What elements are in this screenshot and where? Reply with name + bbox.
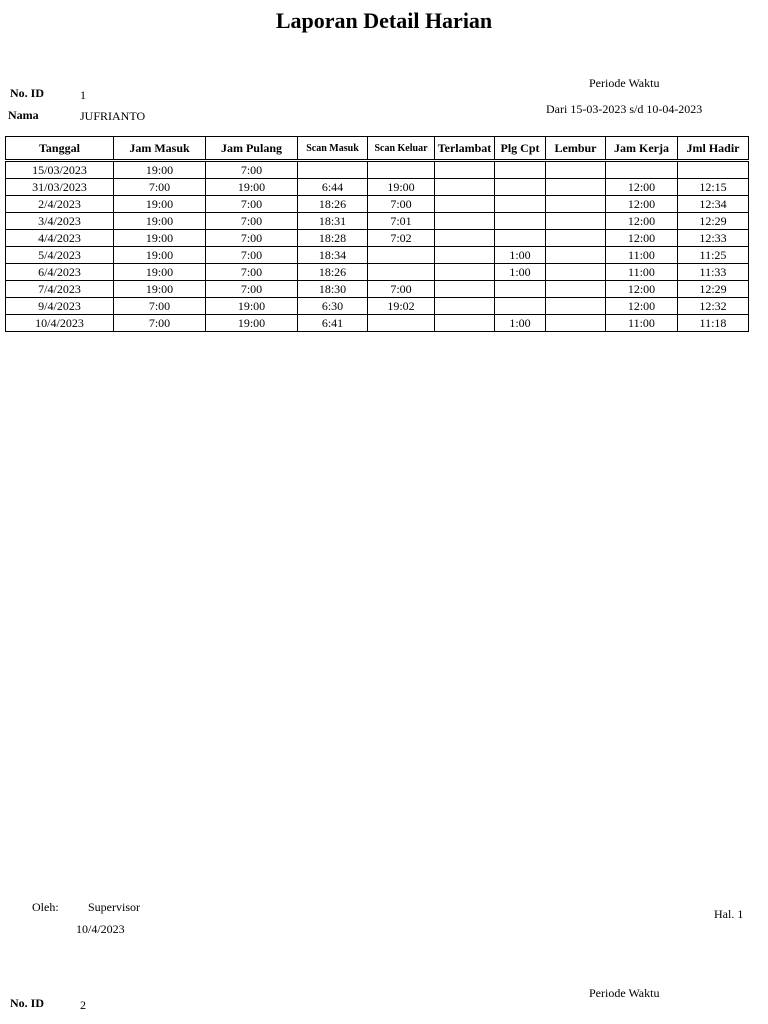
attendance-table <box>5 136 749 332</box>
col-jml-hadir: Jml Hadir <box>678 137 749 160</box>
table-cell: 19:00 <box>206 315 298 332</box>
table-cell: 12:00 <box>606 213 678 230</box>
table-cell: 11:00 <box>606 315 678 332</box>
col-jam-pulang: Jam Pulang <box>206 137 298 160</box>
table-cell: 1:00 <box>495 264 546 281</box>
table-cell: 12:32 <box>678 298 749 315</box>
table-cell <box>435 213 495 230</box>
table-cell: 7:00 <box>114 298 206 315</box>
table-cell: 7:01 <box>368 213 435 230</box>
table-cell <box>546 162 606 179</box>
table-cell: 1:00 <box>495 247 546 264</box>
table-cell <box>368 162 435 179</box>
col-jam-kerja: Jam Kerja <box>606 137 678 160</box>
name-label: Nama <box>8 108 39 122</box>
table-cell: 19:00 <box>114 247 206 264</box>
table-cell: 19:00 <box>114 213 206 230</box>
table-cell: 12:29 <box>678 281 749 298</box>
table-cell <box>546 315 606 332</box>
table-cell: 12:34 <box>678 196 749 213</box>
table-cell: 7:00 <box>114 315 206 332</box>
period-label: Periode Waktu <box>589 76 660 90</box>
col-terlambat: Terlambat <box>435 137 495 160</box>
table-cell <box>495 162 546 179</box>
next-id-value: 2 <box>80 998 86 1012</box>
col-jam-masuk: Jam Masuk <box>114 137 206 160</box>
table-cell: 6:41 <box>298 315 368 332</box>
table-cell <box>495 196 546 213</box>
table-cell: 12:00 <box>606 196 678 213</box>
table-cell <box>546 196 606 213</box>
table-cell <box>495 230 546 247</box>
table-row <box>6 162 749 179</box>
table-row <box>6 179 749 196</box>
table-cell <box>435 247 495 264</box>
table-cell: 18:34 <box>298 247 368 264</box>
table-cell <box>495 213 546 230</box>
table-cell: 12:00 <box>606 298 678 315</box>
table-cell: 19:00 <box>114 230 206 247</box>
table-cell: 6/4/2023 <box>6 264 114 281</box>
table-cell: 7:02 <box>368 230 435 247</box>
table-cell: 19:00 <box>206 298 298 315</box>
table-cell: 15/03/2023 <box>6 162 114 179</box>
col-plg-cpt: Plg Cpt <box>495 137 546 160</box>
table-cell: 18:26 <box>298 196 368 213</box>
table-cell: 7:00 <box>206 213 298 230</box>
table-cell: 19:02 <box>368 298 435 315</box>
table-cell: 2/4/2023 <box>6 196 114 213</box>
table-cell: 7:00 <box>206 247 298 264</box>
table-cell: 11:00 <box>606 247 678 264</box>
id-value: 1 <box>80 88 86 102</box>
table-cell: 7:00 <box>206 162 298 179</box>
report-date: 10/4/2023 <box>76 922 125 936</box>
table-row <box>6 230 749 247</box>
table-cell <box>435 281 495 298</box>
table-cell: 6:30 <box>298 298 368 315</box>
table-cell: 12:00 <box>606 179 678 196</box>
table-cell: 6:44 <box>298 179 368 196</box>
table-cell <box>435 298 495 315</box>
table-cell: 11:18 <box>678 315 749 332</box>
table-cell: 12:00 <box>606 281 678 298</box>
table-cell <box>435 264 495 281</box>
id-label: No. ID <box>10 86 45 100</box>
name-value: JUFRIANTO <box>80 109 146 123</box>
table-cell: 1:00 <box>495 315 546 332</box>
table-cell <box>435 179 495 196</box>
table-cell: 7:00 <box>206 230 298 247</box>
table-cell: 19:00 <box>114 281 206 298</box>
table-cell: 7:00 <box>368 196 435 213</box>
table-cell: 18:26 <box>298 264 368 281</box>
table-header-row <box>6 137 749 160</box>
table-row <box>6 281 749 298</box>
table-cell <box>435 230 495 247</box>
table-cell: 4/4/2023 <box>6 230 114 247</box>
table-cell: 18:28 <box>298 230 368 247</box>
table-row <box>6 315 749 332</box>
table-cell <box>546 230 606 247</box>
table-cell <box>495 281 546 298</box>
table-cell <box>435 162 495 179</box>
table-cell: 11:00 <box>606 264 678 281</box>
table-cell <box>546 264 606 281</box>
table-cell <box>546 281 606 298</box>
table-cell <box>368 315 435 332</box>
table-cell <box>678 162 749 179</box>
table-cell: 7:00 <box>206 196 298 213</box>
by-label: Oleh: <box>32 900 59 914</box>
table-cell: 7/4/2023 <box>6 281 114 298</box>
page-number: Hal. 1 <box>714 907 744 921</box>
table-cell: 31/03/2023 <box>6 179 114 196</box>
table-row <box>6 213 749 230</box>
period-value: Dari 15-03-2023 s/d 10-04-2023 <box>546 102 703 116</box>
table-cell: 7:00 <box>368 281 435 298</box>
table-cell: 7:00 <box>206 264 298 281</box>
table-cell: 18:30 <box>298 281 368 298</box>
next-period-label: Periode Waktu <box>589 986 660 1000</box>
table-cell <box>546 179 606 196</box>
table-cell: 19:00 <box>368 179 435 196</box>
table-row <box>6 298 749 315</box>
table-cell: 18:31 <box>298 213 368 230</box>
table-cell <box>435 196 495 213</box>
col-scan-masuk: Scan Masuk <box>298 137 368 160</box>
by-value: Supervisor <box>88 900 140 914</box>
table-row <box>6 196 749 213</box>
table-cell: 12:15 <box>678 179 749 196</box>
table-cell <box>546 298 606 315</box>
col-lembur: Lembur <box>546 137 606 160</box>
col-tanggal: Tanggal <box>6 137 114 160</box>
table-cell: 11:33 <box>678 264 749 281</box>
table-row <box>6 247 749 264</box>
table-cell: 9/4/2023 <box>6 298 114 315</box>
table-cell: 19:00 <box>114 196 206 213</box>
table-cell <box>495 179 546 196</box>
table-cell <box>298 162 368 179</box>
table-cell: 19:00 <box>114 264 206 281</box>
table-cell: 7:00 <box>206 281 298 298</box>
table-cell <box>546 247 606 264</box>
table-cell: 10/4/2023 <box>6 315 114 332</box>
table-cell <box>546 213 606 230</box>
table-cell: 12:29 <box>678 213 749 230</box>
table-cell <box>606 162 678 179</box>
table-cell: 19:00 <box>114 162 206 179</box>
table-cell <box>495 298 546 315</box>
table-cell <box>368 264 435 281</box>
table-cell: 11:25 <box>678 247 749 264</box>
table-cell: 12:00 <box>606 230 678 247</box>
table-cell: 5/4/2023 <box>6 247 114 264</box>
table-cell: 7:00 <box>114 179 206 196</box>
next-id-label: No. ID <box>10 996 45 1010</box>
table-cell <box>368 247 435 264</box>
report-title: Laporan Detail Harian <box>275 8 493 33</box>
table-row <box>6 264 749 281</box>
col-scan-keluar: Scan Keluar <box>368 137 435 160</box>
table-cell <box>435 315 495 332</box>
table-cell: 3/4/2023 <box>6 213 114 230</box>
table-cell: 12:33 <box>678 230 749 247</box>
table-cell: 19:00 <box>206 179 298 196</box>
